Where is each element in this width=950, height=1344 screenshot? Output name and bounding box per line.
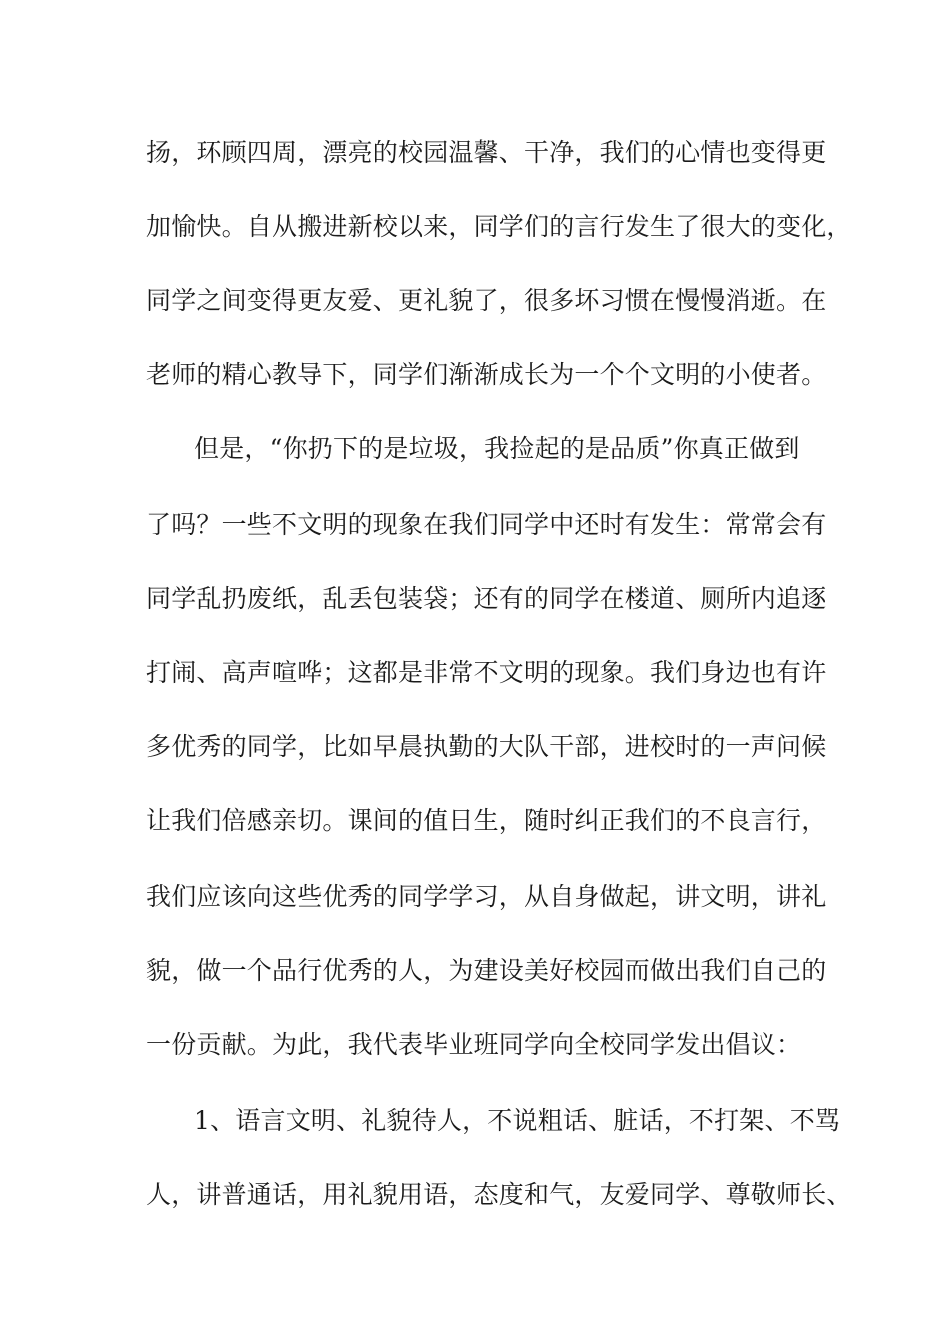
- text-line-4: 老师的精心教导下，同学们渐渐成长为一个个文明的小使者。: [146, 360, 827, 389]
- text-line-1: 扬，环顾四周，漂亮的校园温馨、干净，我们的心情也变得更: [146, 138, 827, 167]
- text-line-3: 同学之间变得更友爱、更礼貌了，很多坏习惯在慢慢消逝。在: [146, 286, 827, 315]
- text-line-7: 同学乱扔废纸，乱丢包装袋；还有的同学在楼道、厕所内追逐: [146, 584, 827, 613]
- text-line-12: 貌，做一个品行优秀的人，为建设美好校园而做出我们自己的: [146, 956, 827, 985]
- text-line-5-paragraph-start: 但是，“你扔下的是垃圾，我捡起的是品质”你真正做到: [194, 434, 800, 463]
- text-line-14-list-item-1: 1、语言文明、礼貌待人，不说粗话、脏话，不打架、不骂: [194, 1106, 841, 1135]
- text-line-9: 多优秀的同学，比如早晨执勤的大队干部，进校时的一声问候: [146, 732, 827, 761]
- text-line-13: 一份贡献。为此，我代表毕业班同学向全校同学发出倡议：: [146, 1030, 802, 1059]
- text-line-11: 我们应该向这些优秀的同学学习，从自身做起，讲文明，讲礼: [146, 882, 827, 911]
- text-line-10: 让我们倍感亲切。课间的值日生，随时纠正我们的不良言行，: [146, 806, 827, 835]
- text-line-15: 人，讲普通话，用礼貌用语，态度和气，友爱同学、尊敬师长、: [146, 1180, 852, 1209]
- text-line-8: 打闹、高声喧哗；这都是非常不文明的现象。我们身边也有许: [146, 658, 827, 687]
- text-line-6: 了吗？一些不文明的现象在我们同学中还时有发生：常常会有: [146, 510, 827, 539]
- text-line-2: 加愉快。自从搬进新校以来，同学们的言行发生了很大的变化，: [146, 212, 852, 241]
